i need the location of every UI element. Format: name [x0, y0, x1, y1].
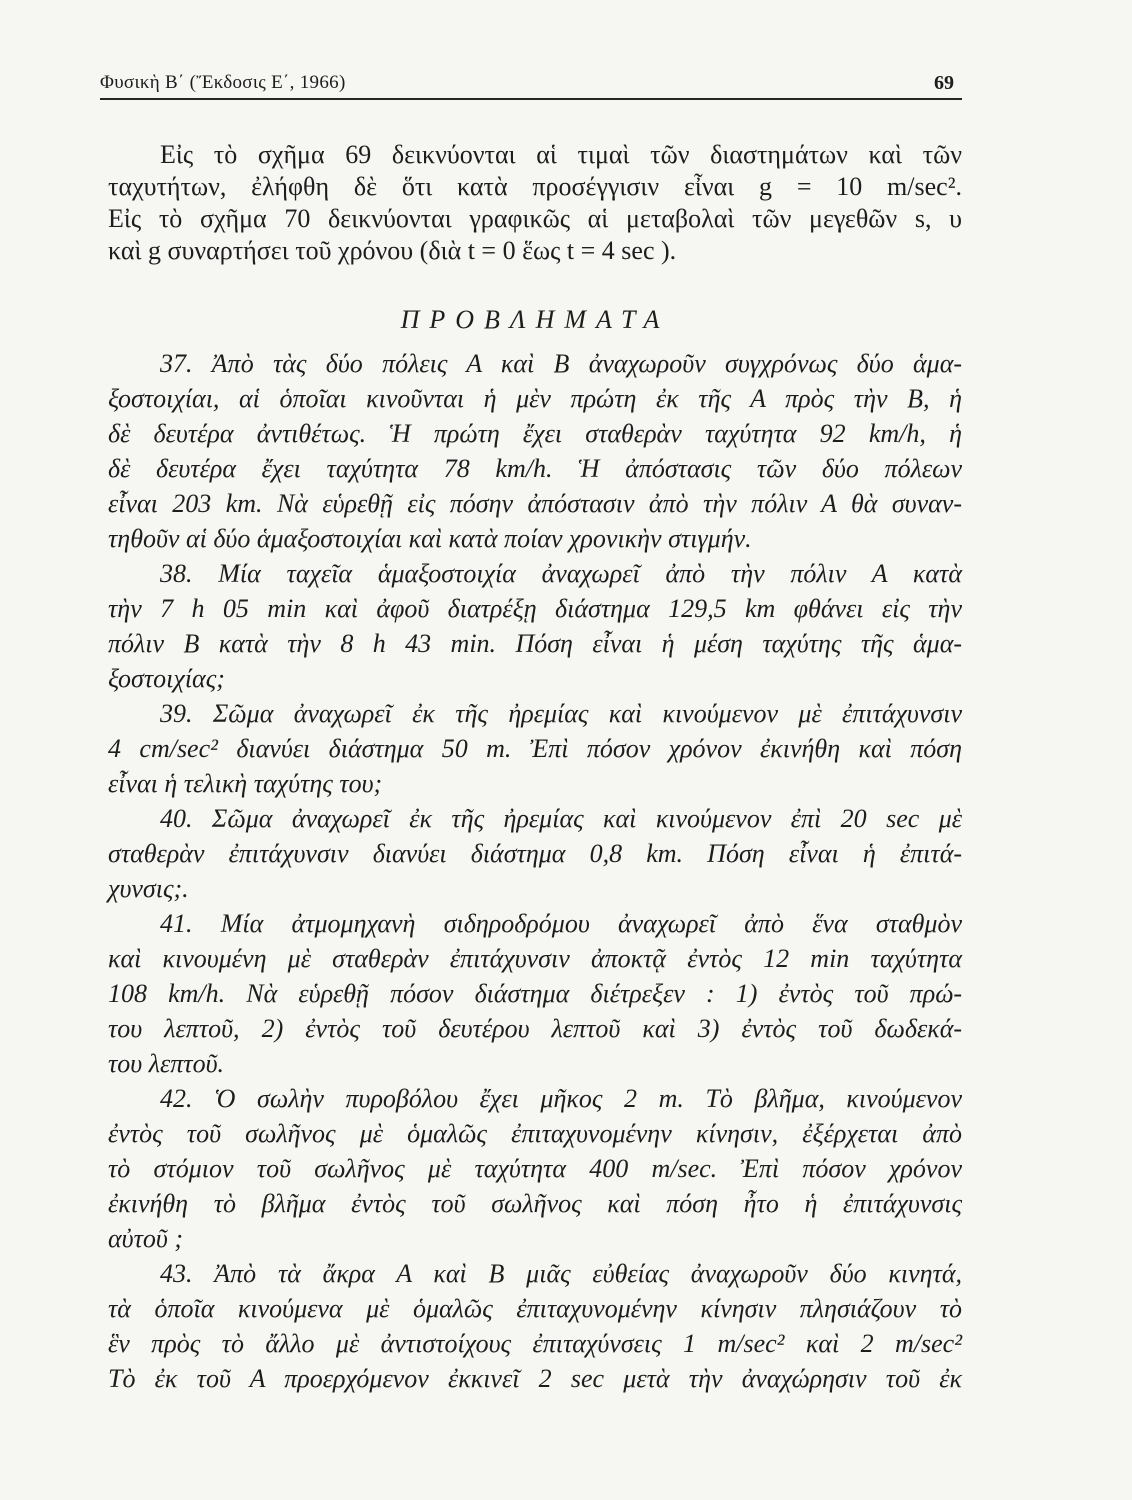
text-line: 38. Μία ταχεῖα ἁμαξοστοιχία ἀναχωρεῖ ἀπὸ τὴν πόλιν Α κατὰ	[160, 559, 962, 588]
header-rule	[100, 98, 962, 100]
text-line: δὲ δευτέρα ἔχει ταχύτητα 78 km/h. Ἡ ἀπόστασις τῶν δύο πόλεων	[108, 454, 962, 483]
text-line: ἓν πρὸς τὸ ἄλλο μὲ ἀντιστοίχους ἐπιταχύνσεις 1 m/sec² καὶ 2 m/sec²	[108, 1329, 962, 1358]
text-line: ἐκινήθη τὸ βλῆμα ἐντὸς τοῦ σωλῆνος καὶ πόση ἦτο ἡ ἐπιτάχυνσις	[108, 1189, 962, 1218]
text-line: 39. Σῶμα ἀναχωρεῖ ἐκ τῆς ἠρεμίας καὶ κινούμενον μὲ ἐπιτάχυνσιν	[160, 699, 962, 728]
problem-38	[108, 556, 962, 696]
text-line: σταθερὰν ἐπιτάχυνσιν διανύει διάστημα 0,8 km. Πόση εἶναι ἡ ἐπιτά-	[108, 839, 962, 868]
problem-37	[108, 346, 962, 556]
text-line: τὴν 7 h 05 min καὶ ἀφοῦ διατρέξῃ διάστημα 129,5 km φθάνει εἰς τὴν	[108, 594, 962, 623]
text-line: Εἰς τὸ σχῆμα 69 δεικνύονται αἱ τιμαὶ τῶν διαστημάτων καὶ τῶν	[160, 140, 962, 169]
problems-list	[108, 346, 962, 1396]
text-line: δὲ δευτέρα ἀντιθέτως. Ἡ πρώτη ἔχει σταθερὰν ταχύτητα 92 km/h, ἡ	[108, 419, 962, 448]
text-line: εἶναι ἡ τελικὴ ταχύτης του;	[108, 769, 383, 798]
text-line: Εἰς τὸ σχῆμα 70 δεικνύονται γραφικῶς αἱ μεταβολαὶ τῶν μεγεθῶν s, υ	[108, 204, 962, 233]
page-number: 69	[934, 72, 954, 94]
text-line: ἐντὸς τοῦ σωλῆνος μὲ ὁμαλῶς ἐπιταχυνομένην κίνησιν, ἐξέρχεται ἀπὸ	[108, 1119, 962, 1148]
running-header	[100, 70, 960, 96]
text-line: του λεπτοῦ, 2) ἐντὸς τοῦ δευτέρου λεπτοῦ καὶ 3) ἐντὸς τοῦ δωδεκά-	[108, 1014, 962, 1043]
text-line: του λεπτοῦ.	[108, 1049, 225, 1078]
text-line: 40. Σῶμα ἀναχωρεῖ ἐκ τῆς ἠρεμίας καὶ κινούμενον ἐπὶ 20 sec μὲ	[160, 804, 962, 833]
text-line: αὐτοῦ ;	[108, 1224, 183, 1253]
text-line: 42. Ὁ σωλὴν πυροβόλου ἔχει μῆκος 2 m. Τὸ βλῆμα, κινούμενον	[160, 1084, 962, 1113]
problem-40	[108, 801, 962, 906]
problem-43	[108, 1256, 962, 1396]
intro-paragraph	[108, 139, 962, 267]
text-line: χυνσις;.	[108, 874, 189, 903]
text-line: 37. Ἀπὸ τὰς δύο πόλεις Α καὶ Β ἀναχωροῦν συγχρόνως δύο ἁμα-	[160, 349, 962, 378]
text-line: 41. Μία ἀτμομηχανὴ σιδηροδρόμου ἀναχωρεῖ ἀπὸ ἕνα σταθμὸν	[160, 909, 962, 938]
text-line: τὸ στόμιον τοῦ σωλῆνος μὲ ταχύτητα 400 m/sec. Ἐπὶ πόσον χρόνον	[108, 1154, 962, 1183]
text-line: Τὸ ἐκ τοῦ Α προερχόμενον ἐκκινεῖ 2 sec μετὰ τὴν ἀναχώρησιν τοῦ ἐκ	[108, 1364, 962, 1393]
text-line: ξοστοιχίαι, αἱ ὁποῖαι κινοῦνται ἡ μὲν πρώτη ἐκ τῆς Α πρὸς τὴν Β, ἡ	[108, 384, 962, 413]
text-line: καὶ κινουμένη μὲ σταθερὰν ἐπιτάχυνσιν ἀποκτᾷ ἐντὸς 12 min ταχύτητα	[108, 944, 962, 973]
text-line: πόλιν Β κατὰ τὴν 8 h 43 min. Πόση εἶναι ἡ μέση ταχύτης τῆς ἁμα-	[108, 629, 962, 658]
header-title: Φυσικὴ Β΄ (Ἔκδοσις Ε΄, 1966)	[100, 72, 346, 93]
text-line: 108 km/h. Νὰ εὑρεθῇ πόσον διάστημα διέτρεξεν : 1) ἐντὸς τοῦ πρώ-	[108, 979, 962, 1008]
text-line: τὰ ὁποῖα κινούμενα μὲ ὁμαλῶς ἐπιταχυνομένην κίνησιν πλησιάζουν τὸ	[108, 1294, 962, 1323]
problem-42	[108, 1081, 962, 1256]
text-line: ταχυτήτων, ἐλήφθη δὲ ὅτι κατὰ προσέγγισιν εἶναι g = 10 m/sec².	[108, 172, 962, 201]
text-line: εἶναι 203 km. Νὰ εὑρεθῇ εἰς πόσην ἀπόστασιν ἀπὸ τὴν πόλιν Α θὰ συναν-	[108, 489, 962, 518]
problem-39	[108, 696, 962, 801]
text-line: καὶ g συναρτήσει τοῦ χρόνου (διὰ t = 0 ἕως t = 4 sec ).	[108, 236, 677, 265]
text-line: 43. Ἀπὸ τὰ ἄκρα Α καὶ Β μιᾶς εὐθείας ἀναχωροῦν δύο κινητά,	[160, 1259, 962, 1288]
section-heading: ΠΡΟΒΛΗΜΑΤΑ	[400, 305, 670, 334]
text-line: 4 cm/sec² διανύει διάστημα 50 m. Ἐπὶ πόσον χρόνον ἐκινήθη καὶ πόση	[108, 734, 962, 763]
text-line: ξοστοιχίας;	[108, 664, 225, 693]
problem-41	[108, 906, 962, 1081]
text-line: τηθοῦν αἱ δύο ἁμαξοστοιχίαι καὶ κατὰ ποίαν χρονικὴν στιγμήν.	[108, 524, 752, 553]
